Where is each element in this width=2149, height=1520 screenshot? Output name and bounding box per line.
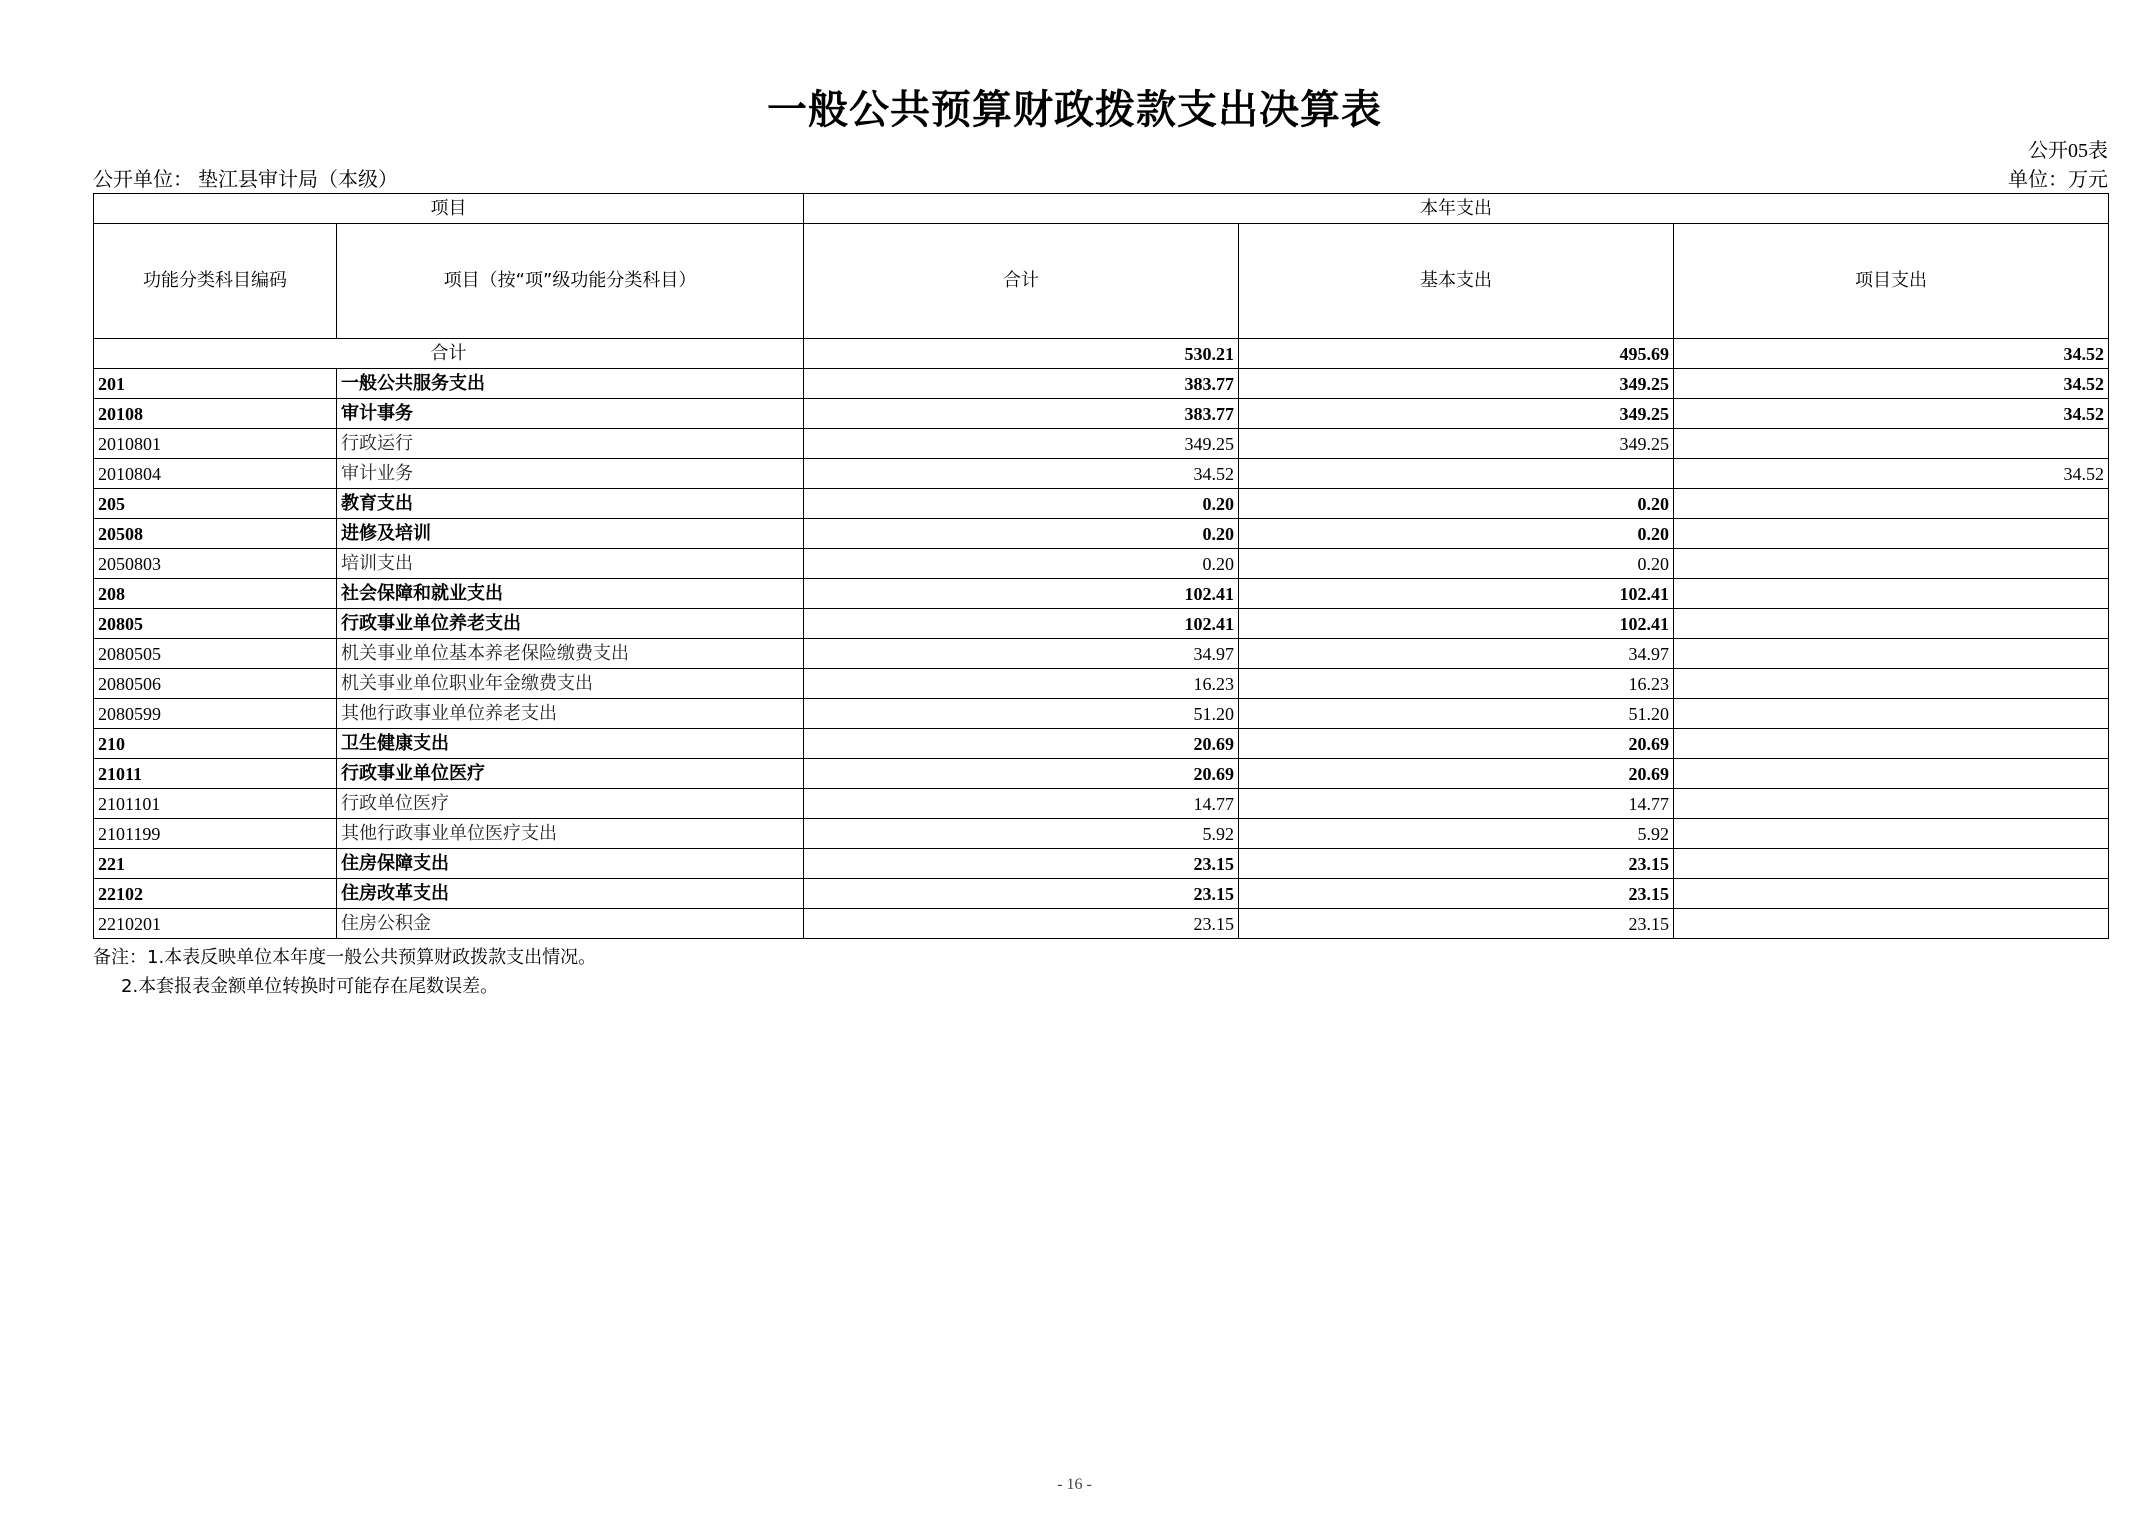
row-code: 20108 [94,399,337,429]
note-2: 2.本套报表金额单位转换时可能存在尾数误差。 [121,976,499,997]
header-row-2 [94,224,2109,339]
row-name: 住房保障支出 [337,849,804,879]
row-basic: 102.41 [1239,609,1674,639]
row-total: 51.20 [804,699,1239,729]
row-total: 0.20 [804,519,1239,549]
row-total: 5.92 [804,819,1239,849]
total-row [94,339,2109,369]
table-row [94,759,2109,789]
row-name: 进修及培训 [337,519,804,549]
row-basic: 102.41 [1239,579,1674,609]
header-row-1 [94,194,2109,224]
row-total: 34.52 [804,459,1239,489]
row-project [1674,699,2109,729]
table-row [94,429,2109,459]
table-row [94,669,2109,699]
row-project [1674,759,2109,789]
row-project [1674,549,2109,579]
row-project [1674,489,2109,519]
row-name: 社会保障和就业支出 [337,579,804,609]
row-code: 2050803 [94,549,337,579]
notes [93,943,596,1001]
table-row [94,879,2109,909]
total-label: 合计 [94,339,804,369]
currency-unit: 单位：万元 [2008,169,2108,191]
row-project [1674,819,2109,849]
table-row [94,459,2109,489]
total-basic: 495.69 [1239,339,1674,369]
row-basic: 34.97 [1239,639,1674,669]
row-basic: 23.15 [1239,909,1674,939]
row-project [1674,639,2109,669]
row-basic: 0.20 [1239,519,1674,549]
row-code: 21011 [94,759,337,789]
expenditure-table [93,193,2109,939]
row-project: 34.52 [1674,399,2109,429]
row-project [1674,909,2109,939]
row-basic: 23.15 [1239,879,1674,909]
table-row [94,729,2109,759]
table-row [94,369,2109,399]
row-code: 2210201 [94,909,337,939]
row-name: 行政事业单位养老支出 [337,609,804,639]
row-name: 其他行政事业单位医疗支出 [337,819,804,849]
header-code: 功能分类科目编码 [94,224,337,339]
row-code: 208 [94,579,337,609]
row-basic: 349.25 [1239,429,1674,459]
row-project: 34.52 [1674,459,2109,489]
row-code: 2101101 [94,789,337,819]
row-total: 23.15 [804,909,1239,939]
row-code: 205 [94,489,337,519]
row-name: 住房公积金 [337,909,804,939]
table-row [94,849,2109,879]
table-row [94,579,2109,609]
reporting-unit: 公开单位： 垫江县审计局（本级） [93,169,398,191]
row-name: 教育支出 [337,489,804,519]
row-name: 审计业务 [337,459,804,489]
row-total: 23.15 [804,879,1239,909]
row-project [1674,879,2109,909]
row-basic: 349.25 [1239,399,1674,429]
row-code: 221 [94,849,337,879]
row-name: 行政事业单位医疗 [337,759,804,789]
table-row [94,789,2109,819]
row-basic [1239,459,1674,489]
row-basic: 0.20 [1239,489,1674,519]
row-name: 一般公共服务支出 [337,369,804,399]
header-name: 项目（按“项”级功能分类科目） [337,224,804,339]
row-name: 行政运行 [337,429,804,459]
row-code: 22102 [94,879,337,909]
row-total: 0.20 [804,549,1239,579]
note-1: 备注：1.本表反映单位本年度一般公共预算财政拨款支出情况。 [93,947,597,968]
row-project [1674,609,2109,639]
row-total: 14.77 [804,789,1239,819]
row-code: 2080599 [94,699,337,729]
header-this-year: 本年支出 [804,194,2109,224]
row-total: 383.77 [804,399,1239,429]
table-body [94,339,2109,939]
table-row [94,609,2109,639]
table-row [94,489,2109,519]
header-basic: 基本支出 [1239,224,1674,339]
row-total: 102.41 [804,579,1239,609]
header-item: 项目 [94,194,804,224]
row-total: 23.15 [804,849,1239,879]
row-total: 16.23 [804,669,1239,699]
row-project [1674,669,2109,699]
row-code: 2010804 [94,459,337,489]
page-title: 一般公共预算财政拨款支出决算表 [767,87,1382,133]
row-code: 2080506 [94,669,337,699]
row-project [1674,519,2109,549]
row-code: 2080505 [94,639,337,669]
row-project [1674,789,2109,819]
table-row [94,699,2109,729]
row-code: 210 [94,729,337,759]
row-total: 34.97 [804,639,1239,669]
row-name: 审计事务 [337,399,804,429]
row-total: 0.20 [804,489,1239,519]
row-total: 383.77 [804,369,1239,399]
table-row [94,399,2109,429]
row-name: 住房改革支出 [337,879,804,909]
row-code: 2101199 [94,819,337,849]
table-row [94,909,2109,939]
row-project [1674,429,2109,459]
row-basic: 0.20 [1239,549,1674,579]
row-name: 机关事业单位基本养老保险缴费支出 [337,639,804,669]
table-row [94,549,2109,579]
row-name: 行政单位医疗 [337,789,804,819]
row-code: 20508 [94,519,337,549]
row-code: 20805 [94,609,337,639]
form-number: 公开05表 [2028,140,2108,162]
row-basic: 20.69 [1239,729,1674,759]
total-total: 530.21 [804,339,1239,369]
row-project [1674,729,2109,759]
row-code: 201 [94,369,337,399]
row-project [1674,849,2109,879]
row-total: 20.69 [804,759,1239,789]
header-total: 合计 [804,224,1239,339]
row-basic: 14.77 [1239,789,1674,819]
total-project: 34.52 [1674,339,2109,369]
row-basic: 20.69 [1239,759,1674,789]
row-total: 349.25 [804,429,1239,459]
row-basic: 16.23 [1239,669,1674,699]
table-row [94,639,2109,669]
row-project: 34.52 [1674,369,2109,399]
row-total: 102.41 [804,609,1239,639]
row-basic: 23.15 [1239,849,1674,879]
row-name: 机关事业单位职业年金缴费支出 [337,669,804,699]
table-row [94,519,2109,549]
row-name: 培训支出 [337,549,804,579]
row-project [1674,579,2109,609]
table-row [94,819,2109,849]
row-name: 卫生健康支出 [337,729,804,759]
page-number: - 16 - [1057,1476,1092,1493]
header-project: 项目支出 [1674,224,2109,339]
row-basic: 51.20 [1239,699,1674,729]
row-code: 2010801 [94,429,337,459]
row-basic: 5.92 [1239,819,1674,849]
row-name: 其他行政事业单位养老支出 [337,699,804,729]
row-total: 20.69 [804,729,1239,759]
row-basic: 349.25 [1239,369,1674,399]
